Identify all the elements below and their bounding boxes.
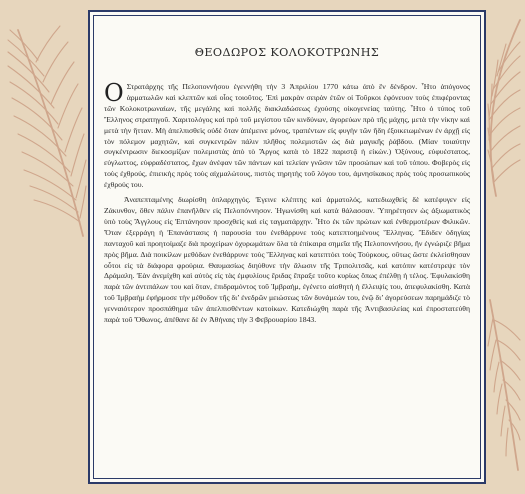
drop-cap: Ο xyxy=(104,79,124,107)
text-panel xyxy=(88,10,486,484)
paragraph xyxy=(104,195,470,326)
paragraph xyxy=(104,79,470,191)
palm-frond-icon xyxy=(488,300,520,470)
paragraph-text: Ἀναπεπταμένης διωρίσθη ὁπλαρχηγός. Ἐγεινε κλέπτης καὶ ἁρματολός, κατεδιωχθεὶς δὲ κατέφυγεν εἰς Ζάκυνθον, ὅθεν πάλιν ἐπανῆλθεν εἰς Πελοπόννησον. Ἡγωνίσθη καὶ κατὰ θάλασσαν. Ὑπηρέτησεν ὡς ἀξιωματικὸς ὑπὸ τοὺς Ἄγγλους εἰς Ἑπτάνησον προσχθεὶς καὶ εἰς ταγματάρχην. Ἦτο ἐκ τῶν πρώτων καὶ ἐνθερμοτέρων Φιλικῶν. Ὅταν ἐξερράγη ἡ Ἐπανάστασις ἡ παρουσία του ἐνεθάρρυνε τοὺς κατεπτοημένους Ἕλληνας. Ἔδιδεν ὁδηγίας πανταχοῦ καὶ προητοίμαζε διὰ προχείρων ὀχυρωμάτων ὅλα τὰ ἐπίκαιρα σημεῖα τῆς Πελοποννήσου, ἣν ἐγνώριζε βῆμα πρὸς βῆμα. Διὰ ποικίλων μεθόδων ἐνεθάρρυνε τοὺς Ἕλληνας καὶ κατεπτόει τοὺς Τούρκους, οὕτως ὥστε ἐκλείσθησαν οὗτοι εἰς τὰ διάφορα φρούρια. Θαυμασίως διηύθυνε τὴν ἅλωσιν τῆς Τριπολιτσᾶς, καὶ κατόπιν κατέστρεψε τὸν Δράμαλη. Ἐὰν ἀνεμίχθη καὶ αὐτὸς εἰς τὰς ἐμφυλίους ἔριδας ἔπραξε τοῦτο κυρίως ὅπως ἐπέλθῃ ἡ τέλος. Ἐφυλακίσθη παρὰ τῶν ἀντιπάλων του καὶ ὅταν, ἐπιδραμόντος τοῦ Ἰμβραὴμ, ἐγένετο αἰσθητὴ ἡ ἔλλειψίς του, ἀπεφυλακίσθη. Κατὰ τοῦ Ἰμβραὴμ ἐφήρμοσε τὴν μέθοδον τῆς δι’ ἐνεδρῶν μειώσεως τῶν δυνάμεών του, ἐνῷ δι’ ἀγορεύσεων παρημάδιζε τὸ γενναιότερον προσπάθημα τῶν ἀπελπισθέντων κατοίκων. Κατεδιώχθη παρὰ τῆς Ἀντιβασιλείας καὶ ἐπροστατεύθη παρὰ τοῦ Ὄθωνος, ἀπέθανε δὲ ἐν Ἀθήναις τὴν 3 Φεβρουαρίου 1843. xyxy=(104,195,470,325)
palm-frond-icon xyxy=(8,26,86,236)
page-title: ΘΕΟΔΩΡΟΣ ΚΟΛΟΚΟΤΡΩΝΗΣ xyxy=(194,46,380,59)
article-body xyxy=(104,79,470,326)
palm-frond-icon xyxy=(488,20,520,196)
paragraph-text: Στρατάρχης τῆς Πελοποννήσου ἐγεννήθη τὴν 3 Ἀπριλίου 1770 κάτω ἀπὸ ἓν δένδρον. Ἦτο ἀπόγονος ἁρματωλῶν καὶ κλεπτῶν καὶ οἷος τοιοῦτος. Ἐπὶ μακρὰν σειρὰν ἐτῶν οἱ Τοῦρκοι ἐφόνευον τοὺς ἐπιφέροντας τῶν Κολοκοτρωναίων, τῆς μεγάλης καὶ πολλῆς διακλαδώσεως ἐχούσης οἰκογενείας ταύτης. Ἦτο ὁ τύπος τοῦ Ἕλληνος στρατηγοῦ. Χαριτολόγος καὶ πρὸ τοῦ μεγίστου τῶν κινδύνων, ἀγορεύων πρὸ τῆς μάχης, μετὰ τὴν νίκην καὶ μετὰ τὴν ἥτταν. Μὴ ἀπελπισθεὶς οὐδὲ ὅταν ἀπέμεινε μόνος, τραπέντων εἰς φυγὴν τῶν ἤδη ἐξοικειωμένων ἐν ἀρχῇ εἰς τὸν πόλεμον μαχητῶν, καὶ συγκεντρῶν πάλιν πλῆθος πολεμιστῶν ὡς διὰ μαγικῆς ῥάβδου. (Μίαν τοιαύτην συγκέντρωσιν διεκοσμίζων πολεμιστὰς ἀπὸ τὸ Ἄργος κατὰ τὸ 1822 παριστᾷ ἡ εἰκών.) Ὀξύνους, εὐφυέστατος, εὐγλωττος, εὐφραδέστατος, ἔχων ἀνέφαν τῶν πάντων καὶ τελείαν γνῶσιν τῶν προσώπων καὶ τοῦ τόπου. Φοβερὸς εἰς τοὺς ἐχθρούς, ἐπιεικὴς πρὸς τοὺς αἰχμαλώτους, πιστὸς τηρητὴς τοῦ λόγου του, ἀμνησίκακος πρὸς τοὺς προσωπικοὺς ἐχθρούς του. xyxy=(104,82,470,190)
